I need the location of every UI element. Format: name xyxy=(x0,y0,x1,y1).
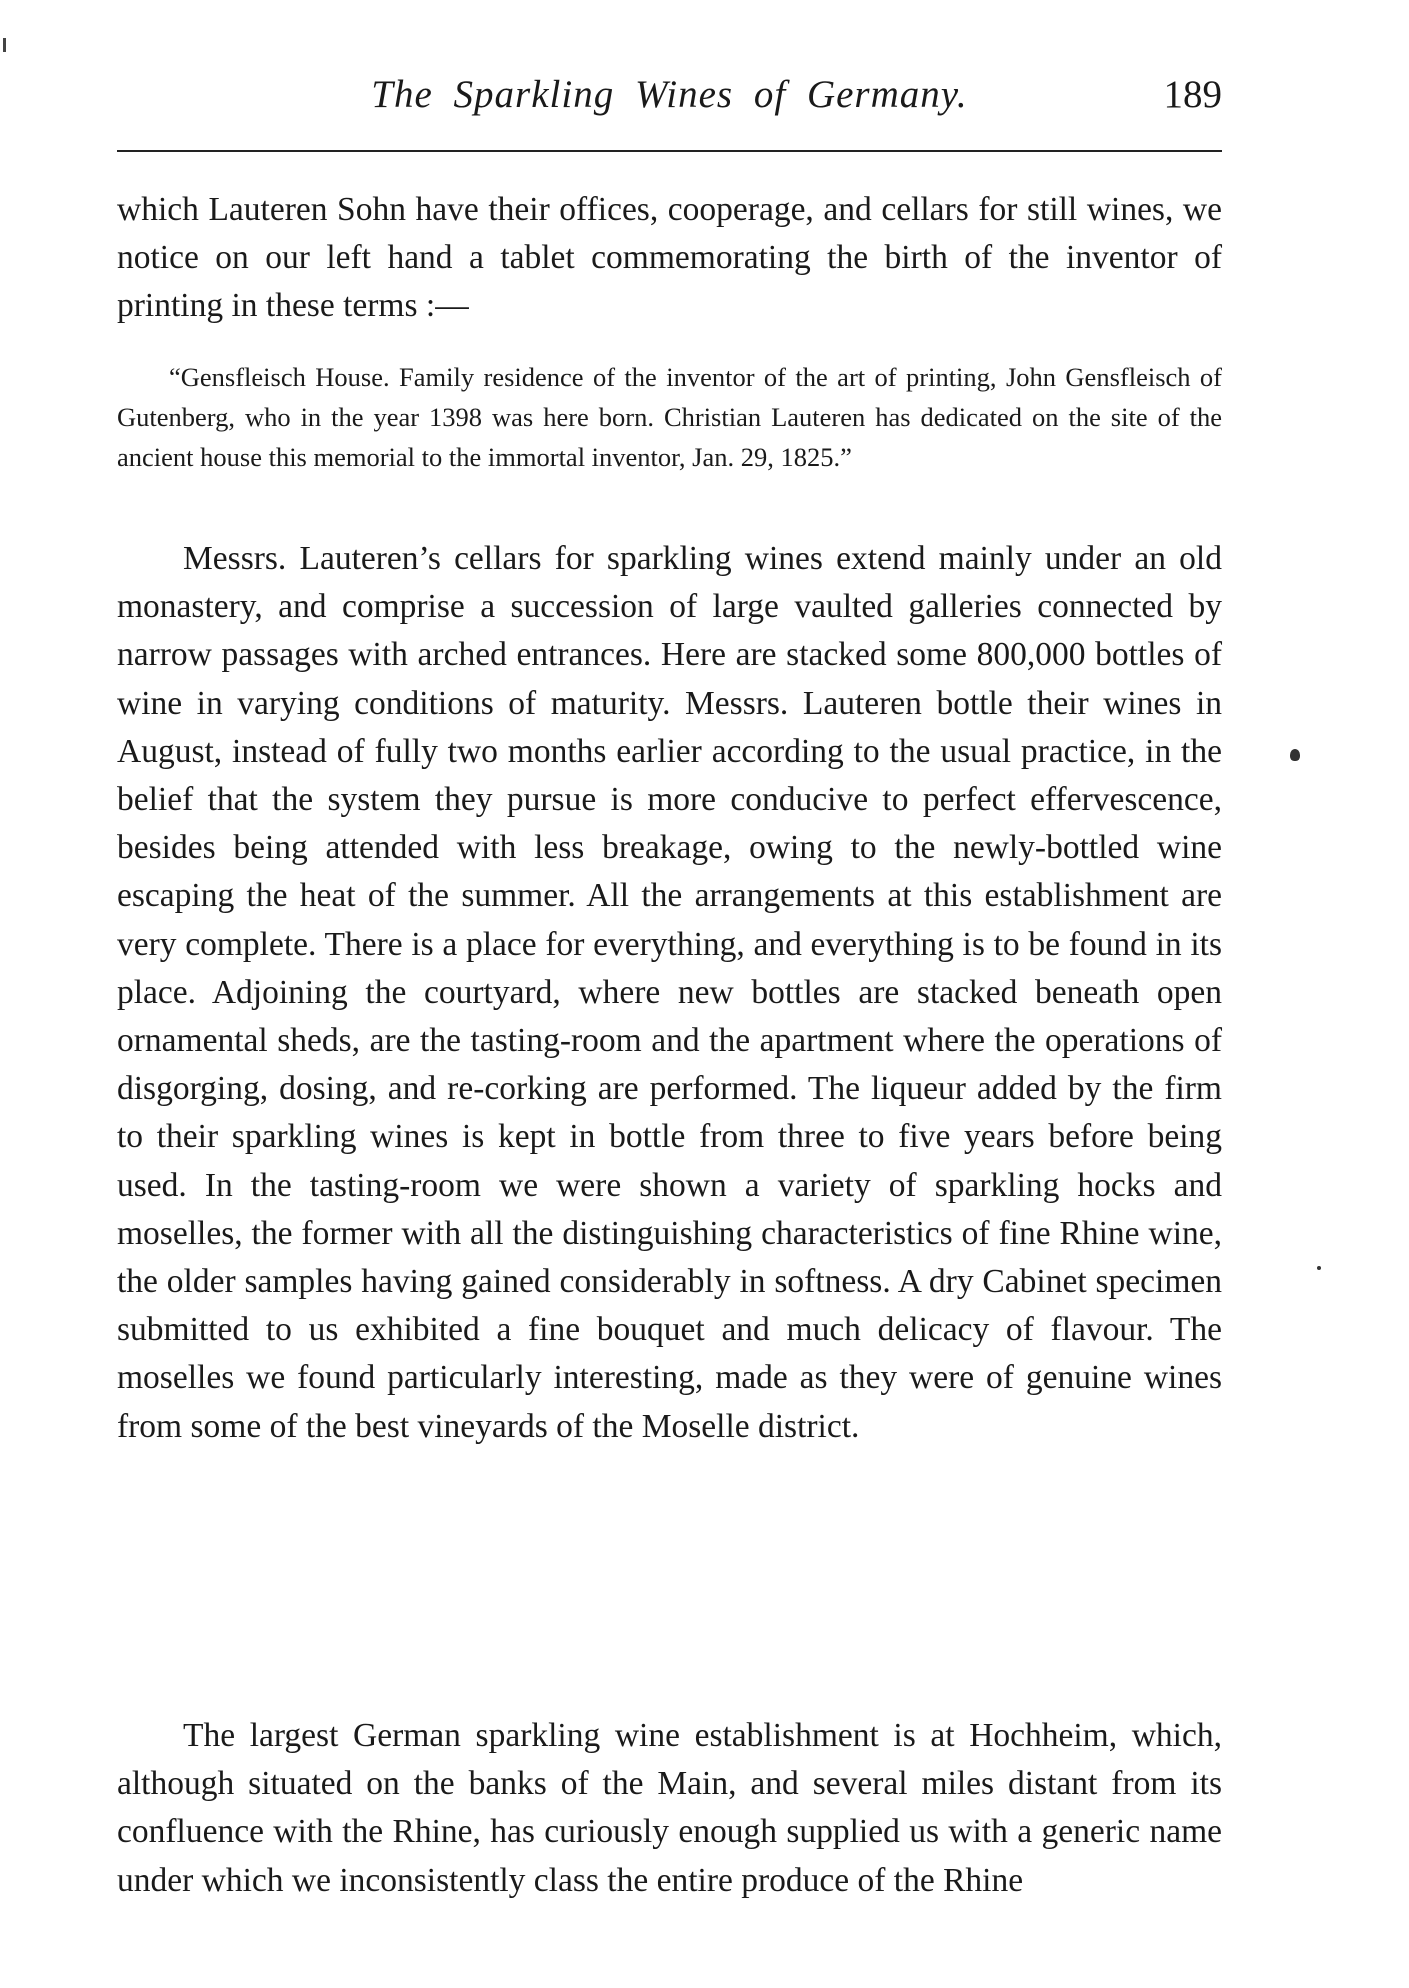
scan-edge-mark xyxy=(3,38,6,52)
margin-ink-mark xyxy=(1290,749,1300,761)
paragraph-hochheim xyxy=(117,1712,1222,1905)
running-title: The Sparkling Wines of Germany. xyxy=(371,73,968,116)
paragraph-lauteren-cellars-text: Messrs. Lauteren’s cellars for sparkling wines extend mainly under an old monastery, and comprise a succession of large vaulted galleries connected by narrow passages with arched entrances. Here are stacked some 800,000 bottles of wine in varying conditions of maturity. Messrs. Lauteren bottle their wines in August, instead of fully two months earlier according to the usual practice, in the belief that the system they pursue is more conducive to perfect effervescence, besides being attended with less breakage, owing to the newly-bottled wine escaping the heat of the summer. All the arrangements at this establishment are very complete. There is a place for everything, and everything is to be found in its place. Adjoining the courtyard, where new bottles are stacked beneath open ornamental sheds, are the tasting-room and the apartment where the operations of disgorging, dosing, and re-corking are performed. The liqueur added by the firm to their sparkling wines is kept in bottle from three to five years before being used. In the tasting-room we were shown a variety of sparkling hocks and moselles, the former with all the distinguishing characteristics of fine Rhine wine, the older samples having gained considerably in softness. A dry Cabinet specimen submitted to us exhibited a fine bouquet and much delicacy of flavour. The moselles we found particularly interesting, made as they were of genuine wines from some of the best vineyards of the Moselle district. xyxy=(117,540,1222,1445)
inscription-quotation-text: “Gensfleisch House. Family residence of the inventor of the art of printing, John Gensfleisch of Gutenberg, who in the year 1398 was here born. Christian Lauteren has dedicated on the site of the ancient house this memorial to the immortal inventor, Jan. 29, 1825.” xyxy=(117,362,1222,472)
running-head xyxy=(117,72,1222,128)
page-number: 189 xyxy=(1163,73,1222,116)
paragraph-lauteren-cellars xyxy=(117,535,1222,1451)
paragraph-continued-text: which Lauteren Sohn have their offices, cooperage, and cellars for still wines, we notice on our left hand a tablet commemorating the birth of the inventor of printing in these terms :— xyxy=(117,191,1222,325)
margin-ink-dot xyxy=(1317,1266,1321,1270)
paragraph-continued xyxy=(117,186,1222,331)
paragraph-hochheim-text: The largest German sparkling wine establishment is at Hochheim, which, although situated on the banks of the Main, and several miles distant from its confluence with the Rhine, has curiously enough supplied us with a generic name under which we inconsistently class the entire produce of the Rhine xyxy=(117,1717,1222,1899)
header-rule xyxy=(117,150,1222,152)
inscription-quotation xyxy=(117,357,1222,477)
